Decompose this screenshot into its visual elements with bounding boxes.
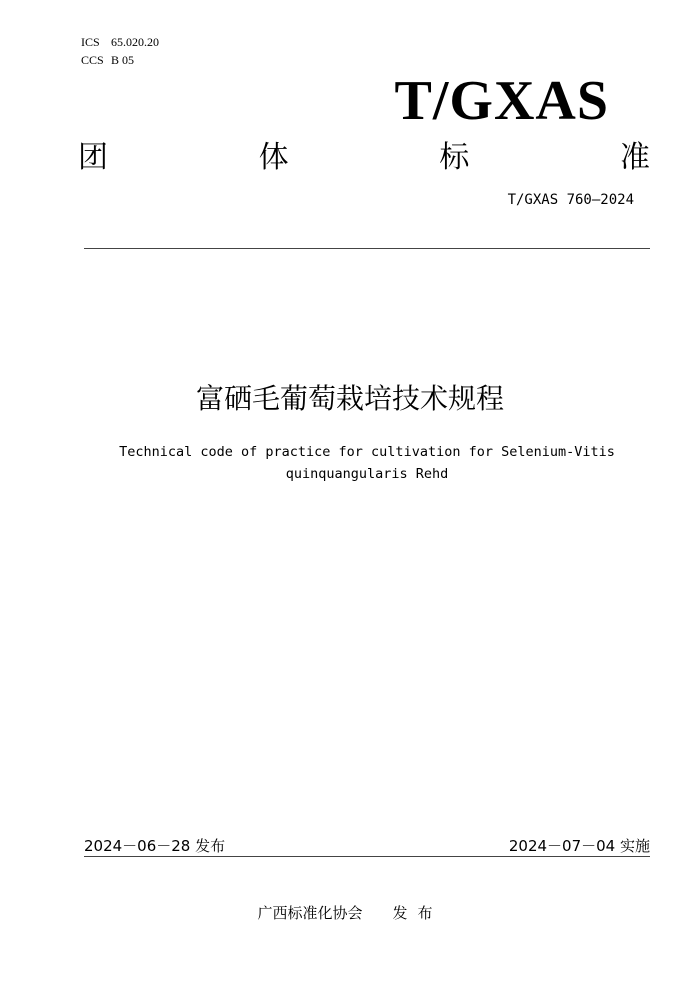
ccs-value: B 05 <box>111 53 135 67</box>
standard-type-char: 团 <box>78 140 108 175</box>
standard-type <box>78 134 650 174</box>
issue-action: 发布 <box>392 904 443 922</box>
ccs-label: CCS <box>81 53 104 67</box>
standard-type-char: 标 <box>439 140 470 175</box>
english-title-line-1: Technical code of practice for cultivation for Selenium-Vitis <box>119 444 615 460</box>
publisher-line <box>0 902 700 924</box>
english-title-line-2: quinquangularis Rehd <box>285 466 449 482</box>
classification-codes <box>81 33 159 69</box>
header-divider <box>84 248 650 249</box>
ics-row <box>81 33 159 51</box>
ccs-row <box>81 51 159 69</box>
organization-code: T/GXAS <box>394 70 609 132</box>
issue-date: 2024－06－28 发布 <box>84 837 226 855</box>
document-title-chinese: 富硒毛葡萄栽培技术规程 <box>195 382 504 415</box>
ics-value: 65.020.20 <box>111 35 159 49</box>
document-title-english <box>100 441 634 485</box>
issuer-name: 广西标准化协会 <box>257 904 363 922</box>
implementation-date: 2024－07－04 实施 <box>508 837 650 855</box>
standard-type-char: 体 <box>258 140 289 175</box>
date-row <box>84 834 650 856</box>
ics-label: ICS <box>81 35 100 49</box>
footer-divider <box>84 856 650 857</box>
standard-type-char: 准 <box>619 140 650 175</box>
standard-number: T/GXAS 760—2024 <box>507 192 634 208</box>
